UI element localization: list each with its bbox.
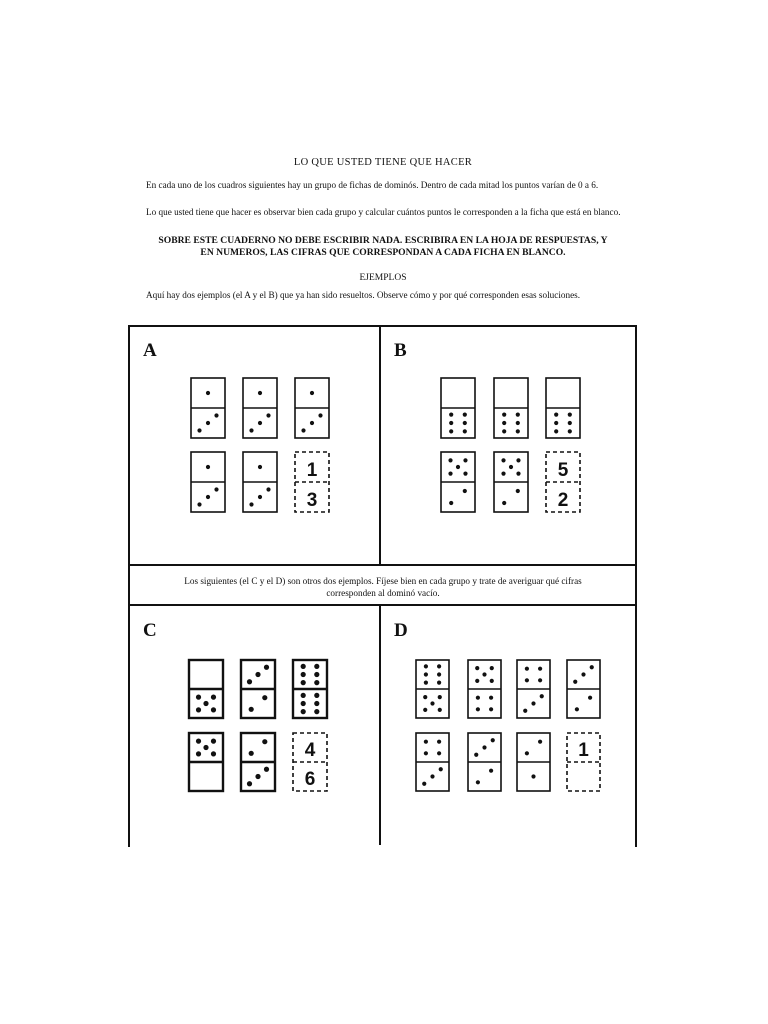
domino-pip	[525, 751, 529, 755]
domino-tile	[189, 660, 223, 718]
domino-pip	[437, 672, 441, 676]
domino-tile	[189, 733, 223, 791]
domino-pip	[588, 696, 592, 700]
domino-pip	[258, 421, 262, 425]
domino-pip	[203, 701, 208, 706]
domino-pip	[438, 708, 442, 712]
domino-pip	[301, 680, 306, 685]
domino-tile	[243, 452, 277, 512]
answer-bottom-value: 2	[557, 490, 569, 511]
examples-heading: EJEMPLOS	[359, 273, 407, 283]
domino-pip	[482, 672, 486, 676]
panel-c-label: C	[143, 620, 157, 641]
domino-pip	[475, 666, 479, 670]
domino-pip	[249, 707, 254, 712]
domino-pip	[318, 413, 322, 417]
domino-pip	[422, 782, 426, 786]
domino-pip	[314, 672, 319, 677]
warning-line-1: SOBRE ESTE CUADERNO NO DEBE ESCRIBIR NADA. ESCRIBIRA EN LA HOJA DE RESPUESTAS, Y	[158, 235, 608, 246]
panel-a-dominoes	[191, 378, 329, 512]
domino-tile	[416, 733, 449, 791]
domino-pip	[424, 740, 428, 744]
domino-pip	[196, 695, 201, 700]
domino-pip	[423, 695, 427, 699]
domino-pip	[523, 709, 527, 713]
warning-line-2: EN NUMEROS, LAS CIFRAS QUE CORRESPONDAN A CADA FICHA EN BLANCO.	[200, 247, 566, 258]
panel-a-label: A	[143, 340, 157, 361]
domino-pip	[301, 709, 306, 714]
domino-pip	[196, 707, 201, 712]
domino-pip	[476, 707, 480, 711]
domino-pip	[538, 740, 542, 744]
domino-pip	[249, 428, 253, 432]
answer-top-value: 4	[304, 740, 316, 761]
domino-pip	[531, 774, 535, 778]
panel-c-dominoes	[189, 660, 327, 791]
domino-pip	[501, 472, 505, 476]
domino-tile	[243, 378, 277, 438]
middle-note-line-2: corresponden al dominó vacío.	[326, 588, 440, 598]
answer-domino	[295, 452, 329, 512]
domino-pip	[476, 780, 480, 784]
instructions-text-2: Lo que usted tiene que hacer es observar bien cada grupo y calcular cuántos puntos le corresponden a la ficha que está en blanco.	[146, 207, 621, 217]
domino-pip	[249, 751, 254, 756]
domino-pip	[430, 774, 434, 778]
domino-tile	[241, 660, 275, 718]
domino-pip	[424, 672, 428, 676]
domino-pip	[476, 696, 480, 700]
domino-pip	[449, 501, 453, 505]
domino-pip	[516, 472, 520, 476]
domino-pip	[449, 429, 453, 433]
domino-pip	[502, 413, 506, 417]
domino-pip	[203, 745, 208, 750]
domino-pip	[554, 413, 558, 417]
domino-pip	[206, 421, 210, 425]
domino-pip	[463, 489, 467, 493]
domino-pip	[214, 413, 218, 417]
domino-pip	[211, 739, 216, 744]
domino-pip	[437, 751, 441, 755]
domino-pip	[437, 681, 441, 685]
domino-pip	[258, 391, 262, 395]
domino-pip	[531, 701, 535, 705]
domino-pip	[211, 707, 216, 712]
domino-pip	[439, 767, 443, 771]
domino-pip	[509, 465, 513, 469]
answer-domino	[546, 452, 580, 512]
domino-pip	[449, 421, 453, 425]
domino-pip	[568, 413, 572, 417]
domino-pip	[301, 428, 305, 432]
domino-pip	[463, 413, 467, 417]
domino-pip	[489, 769, 493, 773]
domino-pip	[314, 709, 319, 714]
domino-pip	[424, 751, 428, 755]
domino-tile	[546, 378, 580, 438]
panel-d-dominoes	[416, 660, 600, 791]
domino-tile	[191, 452, 225, 512]
domino-pip	[301, 664, 306, 669]
domino-pip	[258, 495, 262, 499]
domino-pip	[502, 501, 506, 505]
domino-pip	[437, 740, 441, 744]
domino-tile	[191, 378, 225, 438]
panel-b-dominoes	[441, 378, 580, 512]
domino-pip	[197, 502, 201, 506]
domino-pip	[301, 701, 306, 706]
domino-pip	[554, 421, 558, 425]
domino-pip	[456, 465, 460, 469]
domino-pip	[482, 745, 486, 749]
panel-d-label: D	[394, 620, 408, 641]
middle-note-line-1: Los siguientes (el C y el D) son otros dos ejemplos. Fíjese bien en cada grupo y trate de averiguar qué cifras	[184, 576, 582, 586]
domino-pip	[554, 429, 558, 433]
domino-tile	[494, 452, 528, 512]
domino-pip	[538, 667, 542, 671]
domino-pip	[249, 502, 253, 506]
domino-pip	[448, 458, 452, 462]
domino-tile	[293, 660, 327, 718]
domino-pip	[206, 465, 210, 469]
domino-pip	[247, 679, 252, 684]
instructions-text-1: En cada uno de los cuadros siguientes hay un grupo de fichas de dominós. Dentro de cada mitad los puntos varían de 0 a 6.	[146, 180, 599, 190]
domino-pip	[196, 751, 201, 756]
domino-pip	[448, 472, 452, 476]
domino-pip	[314, 701, 319, 706]
domino-tile	[468, 660, 501, 718]
domino-pip	[196, 739, 201, 744]
answer-domino	[567, 733, 600, 791]
domino-tile	[567, 660, 600, 718]
domino-pip	[581, 672, 585, 676]
domino-pip	[197, 428, 201, 432]
domino-pip	[262, 695, 267, 700]
domino-pip	[211, 695, 216, 700]
domino-pip	[516, 489, 520, 493]
domino-pip	[314, 680, 319, 685]
domino-pip	[525, 678, 529, 682]
domino-pip	[474, 753, 478, 757]
answer-bottom-value: 6	[304, 769, 316, 790]
domino-pip	[301, 672, 306, 677]
domino-tile	[241, 733, 275, 791]
domino-pip	[437, 664, 441, 668]
domino-tile	[416, 660, 449, 718]
domino-pip	[258, 465, 262, 469]
domino-pip	[516, 429, 520, 433]
domino-pip	[255, 672, 260, 677]
domino-pip	[449, 413, 453, 417]
domino-pip	[206, 391, 210, 395]
examples-intro-text: Aquí hay dos ejemplos (el A y el B) que ya han sido resueltos. Observe cómo y por qué corresponden esas soluciones.	[146, 290, 581, 300]
domino-pip	[525, 667, 529, 671]
domino-pip	[489, 696, 493, 700]
domino-pip	[266, 413, 270, 417]
domino-tile	[468, 733, 501, 791]
domino-pip	[214, 487, 218, 491]
domino-tile	[441, 452, 475, 512]
domino-pip	[502, 421, 506, 425]
domino-pip	[502, 429, 506, 433]
domino-pip	[516, 458, 520, 462]
domino-pip	[430, 701, 434, 705]
answer-top-value: 1	[578, 740, 589, 761]
domino-pip	[264, 767, 269, 772]
domino-tile	[441, 378, 475, 438]
domino-tile	[295, 378, 329, 438]
domino-pip	[262, 739, 267, 744]
domino-pip	[314, 693, 319, 698]
domino-pip	[266, 487, 270, 491]
domino-pip	[247, 781, 252, 786]
domino-pip	[489, 707, 493, 711]
answer-top-value: 1	[306, 460, 318, 481]
domino-pip	[264, 665, 269, 670]
domino-tile	[517, 660, 550, 718]
answer-top-value: 5	[557, 460, 569, 481]
domino-pip	[573, 680, 577, 684]
domino-pip	[491, 738, 495, 742]
domino-pip	[575, 707, 579, 711]
domino-pip	[501, 458, 505, 462]
domino-pip	[490, 666, 494, 670]
domino-pip	[463, 472, 467, 476]
domino-pip	[463, 429, 467, 433]
answer-domino	[293, 733, 327, 791]
domino-pip	[423, 708, 427, 712]
panel-b-label: B	[394, 340, 407, 361]
domino-pip	[301, 693, 306, 698]
domino-pip	[206, 495, 210, 499]
domino-pip	[255, 774, 260, 779]
domino-pip	[463, 421, 467, 425]
domino-pip	[310, 391, 314, 395]
domino-tile	[494, 378, 528, 438]
domino-pip	[475, 679, 479, 683]
domino-pip	[590, 665, 594, 669]
answer-bottom-value: 3	[306, 490, 318, 511]
domino-pip	[424, 664, 428, 668]
domino-pip	[310, 421, 314, 425]
page-title: LO QUE USTED TIENE QUE HACER	[293, 157, 473, 168]
domino-pip	[538, 678, 542, 682]
domino-pip	[516, 421, 520, 425]
domino-pip	[424, 681, 428, 685]
domino-pip	[438, 695, 442, 699]
domino-pip	[490, 679, 494, 683]
domino-pip	[516, 413, 520, 417]
domino-pip	[540, 694, 544, 698]
domino-pip	[211, 751, 216, 756]
domino-tile	[517, 733, 550, 791]
domino-pip	[463, 458, 467, 462]
domino-pip	[568, 429, 572, 433]
domino-pip	[314, 664, 319, 669]
domino-pip	[568, 421, 572, 425]
